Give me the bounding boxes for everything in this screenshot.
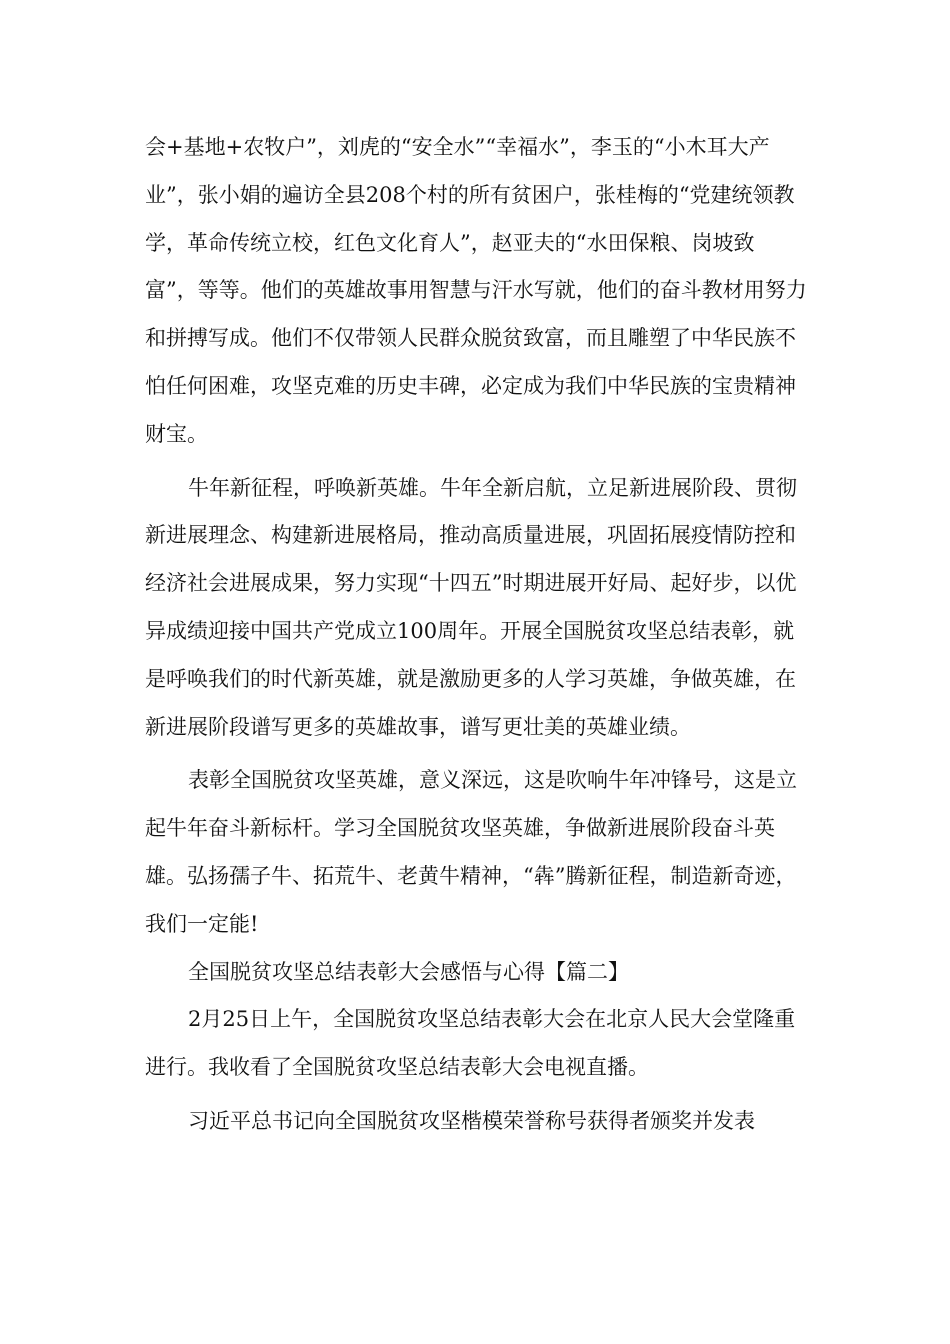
paragraph-new-journey: 牛年新征程，呼唤新英雄。牛年全新启航，立足新进展阶段、贯彻新进展理念、构建新进展格局，推动高质量进展，巩固拓展疫情防控和经济社会进展成果，努力实现“十四五”时期进展开好局、起好步，以优异成绩迎接中国共产党成立100周年。开展全国脱贫攻坚总结表彰，就是呼唤我们的时代新英雄，就是激励更多的人学习英雄，争做英雄，在新进展阶段谱写更多的英雄故事，谱写更壮美的英雄业绩。 xyxy=(145,475,797,739)
paragraph-commendation: 表彰全国脱贫攻坚英雄，意义深远，这是吹响牛年冲锋号，这是立起牛年奋斗新标杆。学习全国脱贫攻坚英雄，争做新进展阶段奋斗英雄。弘扬孺子牛、拓荒牛、老黄牛精神，“犇”腾新征程，制造新奇迹，我们一定能! xyxy=(145,768,797,936)
document-body xyxy=(145,124,807,1146)
paragraph-conference-date: 2月25日上午，全国脱贫攻坚总结表彰大会在北京人民大会堂隆重进行。我收看了全国脱贫攻坚总结表彰大会电视直播。 xyxy=(145,1007,796,1080)
section-heading-part-two: 全国脱贫攻坚总结表彰大会感悟与心得【篇二】 xyxy=(188,959,629,984)
paragraph-continuation: 会+基地+农牧户”，刘虎的“安全水”“幸福水”，李玉的“小木耳大产业”，张小娟的遍访全县208个村的所有贫困户，张桂梅的“党建统领教学，革命传统立校，红色文化育人”，赵亚夫的“水田保粮、岗坡致富”，等等。他们的英雄故事用智慧与汗水写就，他们的奋斗教材用努力和拼搏写成。他们不仅带领人民群众脱贫致富，而且雕塑了中华民族不怕任何困难，攻坚克难的历史丰碑，必定成为我们中华民族的宝贵精神财宝。 xyxy=(145,135,807,446)
paragraph-award-speech: 习近平总书记向全国脱贫攻坚楷模荣誉称号获得者颁奖并发表 xyxy=(188,1108,755,1133)
